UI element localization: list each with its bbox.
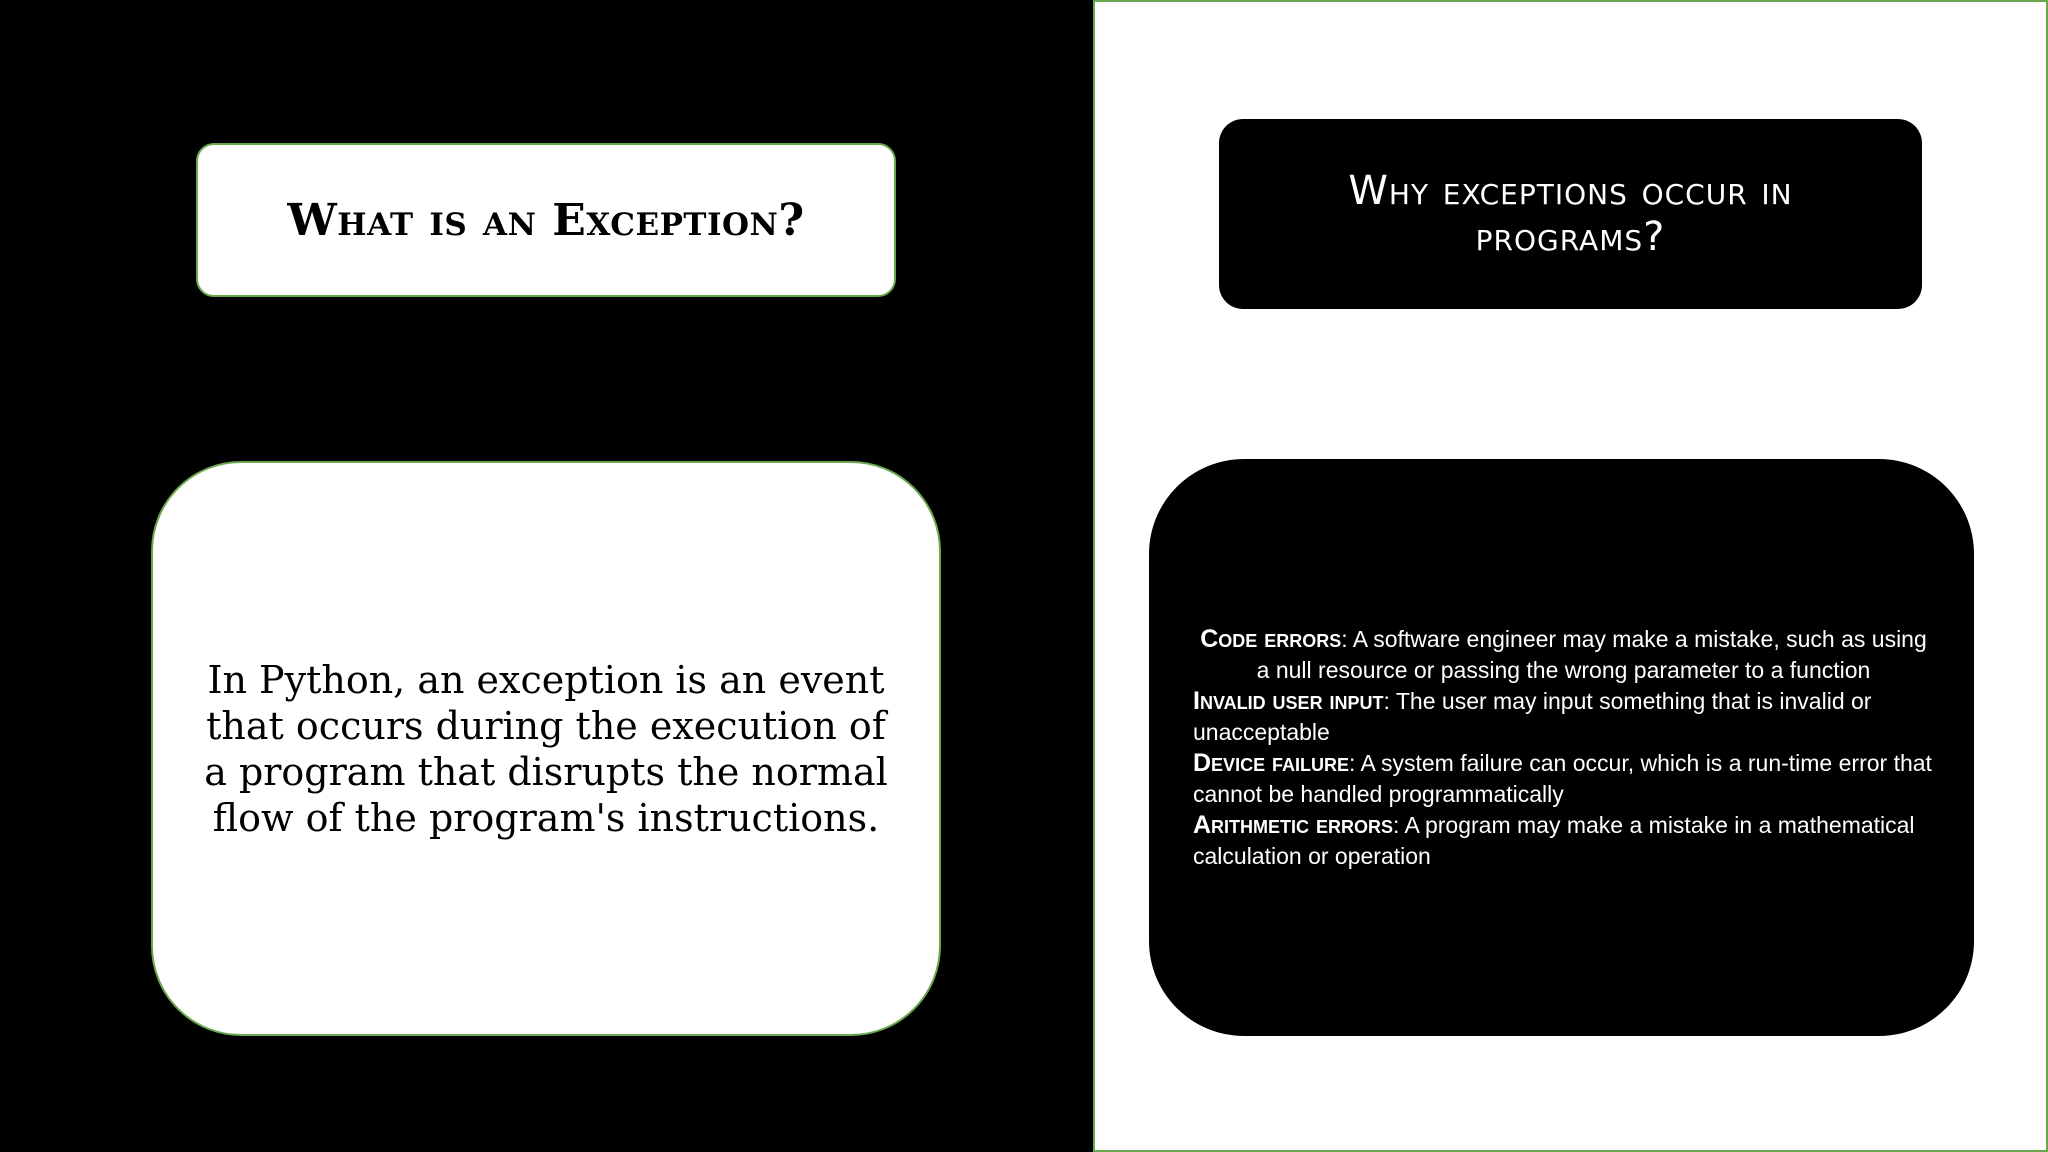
reason-description: : A system failure can occur, which is a run-time error that cannot be handled programmatically xyxy=(1193,749,1932,807)
reason-invalid-user-input xyxy=(1193,686,1934,748)
exception-definition-box xyxy=(151,461,941,1036)
reason-description: : A program may make a mistake in a mathematical calculation or operation xyxy=(1193,811,1915,869)
reason-code-errors xyxy=(1193,624,1934,686)
reason-term: Invalid user input xyxy=(1193,686,1384,715)
why-exceptions-title: Why exceptions occur in programs? xyxy=(1348,168,1793,260)
exception-title-box xyxy=(196,143,896,297)
reason-arithmetic-errors xyxy=(1193,810,1934,872)
exception-title: What is an Exception? xyxy=(287,194,805,246)
why-exceptions-title-box xyxy=(1219,119,1922,309)
reason-description: : The user may input something that is invalid or unacceptable xyxy=(1193,687,1872,745)
reasons-box xyxy=(1149,459,1974,1036)
reason-device-failure xyxy=(1193,748,1934,810)
reason-term: Code errors xyxy=(1200,624,1342,653)
reason-description: : A software engineer may make a mistake, such as using a null resource or passing the wrong parameter to a function xyxy=(1256,625,1927,683)
exception-definition-text: In Python, an exception is an event that occurs during the execution of a program that disrupts the normal flow of the program's instructions. xyxy=(204,657,888,840)
reason-term: Device failure xyxy=(1193,748,1350,777)
reason-term: Arithmetic errors xyxy=(1193,810,1393,839)
